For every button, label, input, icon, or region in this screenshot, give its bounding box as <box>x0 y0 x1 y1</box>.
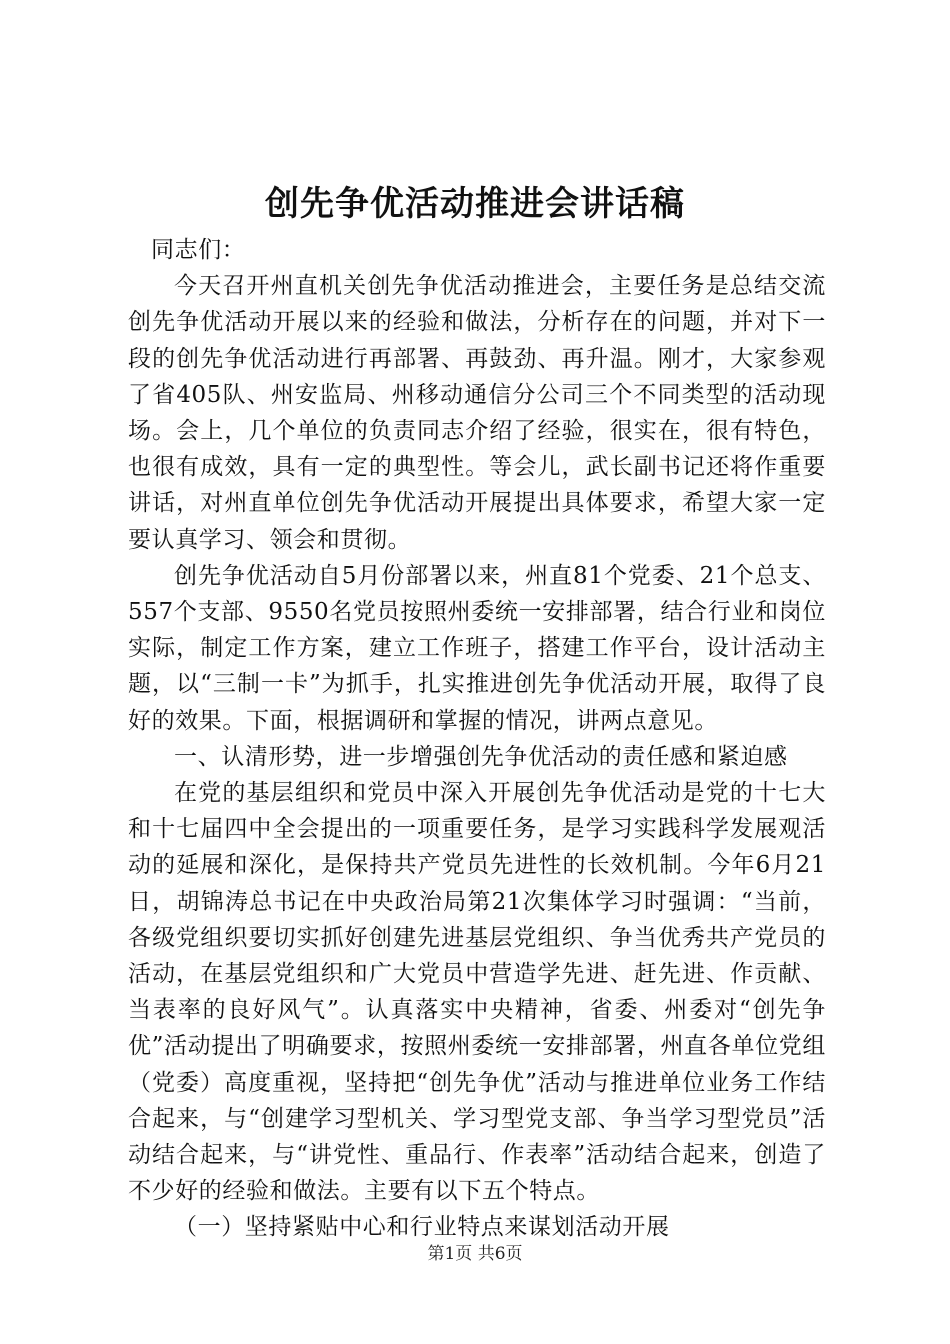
subsection-heading-1: （一）坚持紧贴中心和行业特点来谋划活动开展 <box>174 1214 670 1241</box>
salutation: 同志们： <box>151 237 246 263</box>
document-title: 创先争优活动推进会讲话稿 <box>265 184 685 224</box>
section-heading-1: 一、认清形势，进一步增强创先争优活动的责任感和紧迫感 <box>174 743 788 770</box>
paragraph-section-1: 在党的基层组织和党员中深入开展创先争优活动是党的十七大和十七届四中全会提出的一项重要任务，是学习实践科学发展观活动的延展和深化，是保持共产党员先进性的长效机制。今年6月21日，胡锦涛总书记在中央政治局第21次集体学习时强调：“当前，各级党组织要切实抓好创建先进基层党组织、争当优秀共产党员的活动，在基层党组织和广大党员中营造学先进、赶先进、作贡献、当表率的良好风气”。认真落实中央精神，省委、州委对“创先争优”活动提出了明确要求，按照州委统一安排部署，州直各单位党组（党委）高度重视，坚持把“创先争优”活动与推进单位业务工作结合起来，与“创建学习型机关、学习型党支部、争当学习型党员”活动结合起来，与“讲党性、重品行、作表率”活动结合起来，创造了不少好的经验和做法。主要有以下五个特点。 <box>128 780 826 1205</box>
page-number-footer: 第1页 共6页 <box>427 1244 523 1264</box>
paragraph-intro: 今天召开州直机关创先争优活动推进会，主要任务是总结交流创先争优活动开展以来的经验和做法，分析存在的问题，并对下一段的创先争优活动进行再部署、再鼓劲、再升温。刚才，大家参观了省405队、州安监局、州移动通信分公司三个不同类型的活动现场。会上，几个单位的负责同志介绍了经验，很实在，很有特色，也很有成效，具有一定的典型性。等会儿，武长副书记还将作重要讲话，对州直单位创先争优活动开展提出具体要求，希望大家一定要认真学习、领会和贯彻。 <box>128 273 826 553</box>
paragraph-overview: 创先争优活动自5月份部署以来，州直81个党委、21个总支、557个支部、9550名党员按照州委统一安排部署，结合行业和岗位实际，制定工作方案，建立工作班子，搭建工作平台，设计活动主题，以“三制一卡”为抓手，扎实推进创先争优活动开展，取得了良好的效果。下面，根据调研和掌握的情况，讲两点意见。 <box>128 562 826 734</box>
document-body <box>128 232 826 1246</box>
